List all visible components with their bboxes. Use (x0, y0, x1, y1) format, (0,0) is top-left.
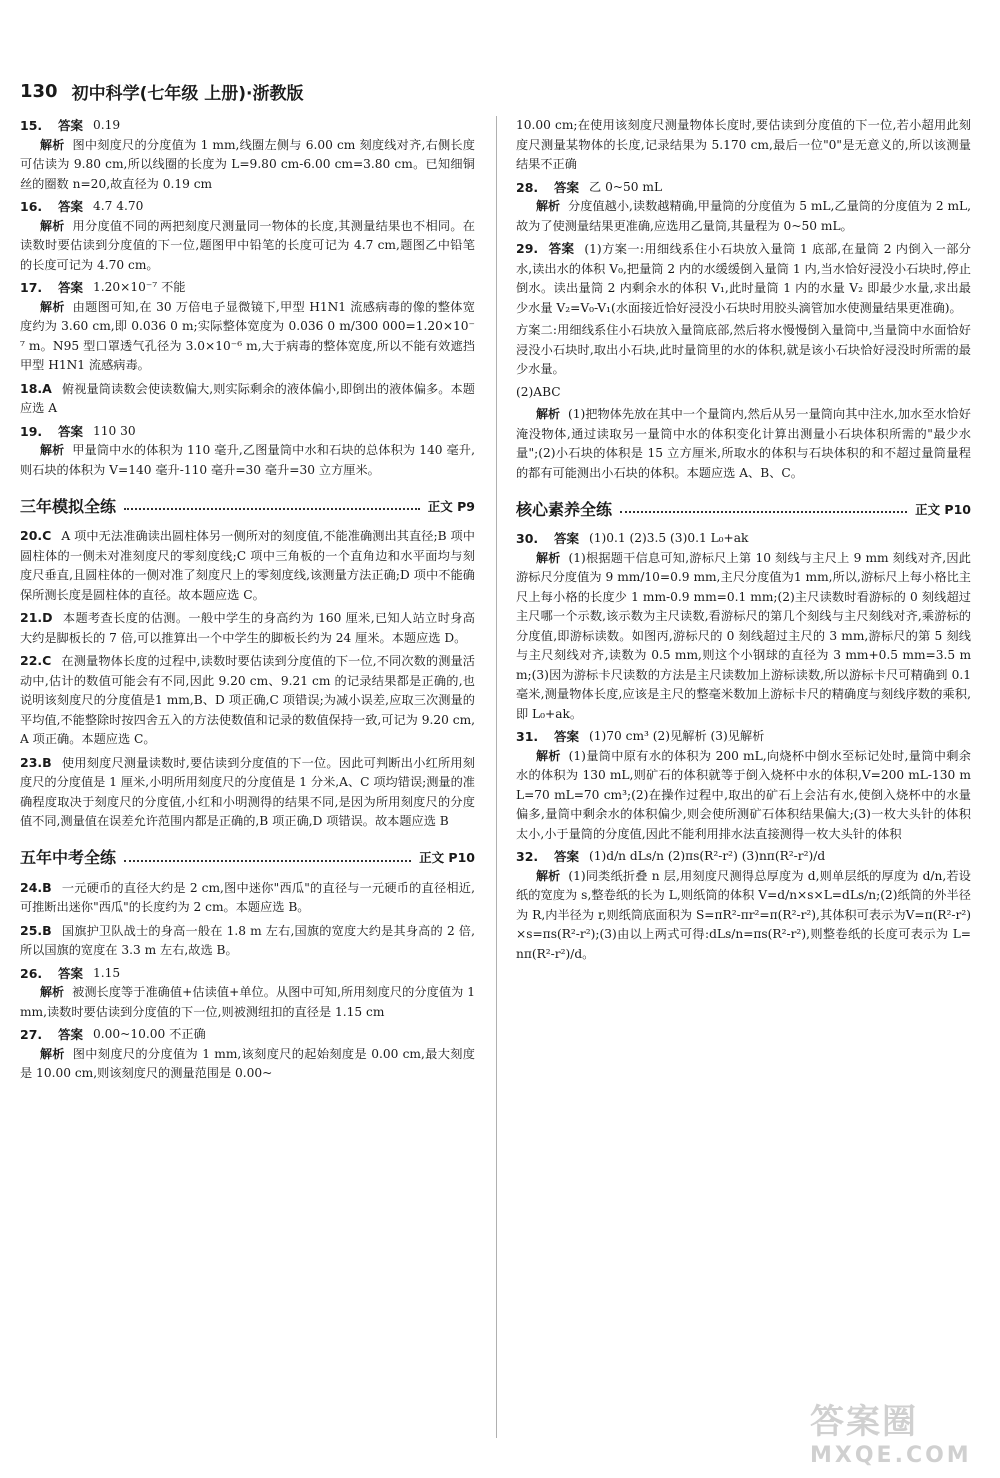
column-divider (496, 116, 497, 1438)
answer-entry (20, 197, 475, 275)
answer-line (20, 197, 475, 217)
answer-entry (516, 847, 971, 964)
analysis-text (20, 441, 475, 480)
answer-entry (516, 727, 971, 844)
answer-tag: 答案 (58, 965, 84, 981)
answer-tag: 答案 (58, 280, 84, 295)
section-page-ref: 正文 P9 (427, 498, 475, 514)
analysis-text (20, 983, 475, 1022)
answer-text (20, 379, 475, 419)
analysis-label: 解析 (536, 199, 561, 213)
watermark-domain: MXQE.COM (810, 1443, 972, 1468)
answer-text (516, 239, 971, 318)
answer-text (20, 608, 475, 648)
answer-value: 乙 0~50 mL (589, 179, 663, 194)
answer-entry (516, 383, 971, 403)
answer-entry (516, 178, 971, 237)
question-number: 27. (20, 1027, 43, 1042)
question-number: 17. (20, 280, 43, 295)
analysis-label: 解析 (40, 1046, 65, 1061)
section-title: 五年中考全练 (20, 848, 117, 867)
continuation-text: 10.00 cm;在使用该刻度尺测量物体长度时,要估读到分度值的下一位,若小超用此刻度尺测量某物体的长度,记录结果为 5.170 cm,最后一位"0"是无意义的,所以该测量结果不正确 (516, 118, 971, 171)
answer-value: 0.19 (93, 118, 121, 132)
answer-entry (20, 526, 475, 605)
answer-line (516, 847, 971, 867)
question-number: 20.C (20, 528, 52, 543)
answer-entry (20, 116, 475, 194)
question-number: 19. (20, 423, 43, 439)
answer-entry (20, 878, 475, 918)
answer-body: 使用刻度尺测量读数时,要估读到分度值的下一位。因此可判断出小红所用刻度尺的分度值是 1 厘米,小明所用刻度尺的分度值是 1 分米,A、C 项均错误;测量的准确程度取决于刻度尺的分度值,小红和小明测得的结果不同,是因为所用刻度尺的分度值不同,测量值在误差允许范围内都是正确的,B 项正确,D 项错误。故本题应选 B (20, 755, 475, 828)
question-number: 21.D (20, 610, 53, 625)
answer-body: 一元硬币的直径大约是 2 cm,图中迷你"西瓜"的直径与一元硬币的直径相近,可推断出迷你"西瓜"的长度约为 2 cm。本题应选 B。 (20, 880, 475, 914)
analysis-body: 图中刻度尺的分度值为 1 mm,该刻度尺的起始刻度是 0.00 cm,最大刻度是 10.00 cm,则该刻度尺的测量范围是 0.00~ (20, 1046, 475, 1080)
answer-tag: 答案 (554, 729, 580, 744)
watermark-text: 答案圈 (810, 1402, 918, 1442)
answer-line (516, 727, 971, 747)
analysis-text (516, 405, 971, 483)
question-number: 26. (20, 965, 43, 981)
section-header (516, 495, 971, 519)
answer-body: 俯视量筒读数会使读数偏大,则实际剩余的液体偏小,即倒出的液体偏多。本题应选 A (20, 381, 475, 415)
analysis-body: 用分度值不同的两把刻度尺测量同一物体的长度,其测量结果也不相同。在读数时要估读到分度值的下一位,题图甲中铅笔的长度可记为 4.7 cm,题图乙中铅笔的长度可记为 4.70 cm。 (20, 218, 475, 272)
analysis-label: 解析 (40, 218, 65, 233)
answer-value: 1.20×10⁻⁷ 不能 (93, 280, 186, 294)
answer-body: 在测量物体长度的过程中,读数时要估读到分度值的下一位,不同次数的测量活动中,估计的数值可能会有不同,因此 9.20 cm、9.21 cm 的记录结果都是正确的,也说明该刻度尺的分度值是1 mm,B、D 项正确,C 项错误;为减小误差,应取三次测量的平均值,不能整除时按四舍五入的方法使数值和记录的数值保持一致,可记为 9.20 cm,A 项正确。本题应选 C。 (20, 654, 475, 746)
answer-line (20, 1025, 475, 1045)
answer-value: 110 30 (93, 423, 136, 438)
answer-entry (20, 422, 475, 481)
analysis-label: 解析 (40, 299, 65, 314)
answer-line (516, 529, 971, 549)
analysis-label: 解析 (536, 868, 561, 883)
answer-entry (20, 921, 475, 961)
analysis-body: (1)量筒中原有水的体积为 200 mL,向烧杯中倒水至标记处时,量筒中剩余水的体积为 130 mL,则矿石的体积就等于倒入烧杯中水的体积,V=200 mL-130 mL=70 mL=70 cm³;(2)在操作过程中,取出的矿石上会沾有水,使倒入烧杯中的水量偏多,量筒中剩余水的体积偏少,则会使所测矿石体积结果偏大;(3)一枚大头针的体积太小,小于量筒的分度值,因此不能利用排水法直接测得一枚大头针的体积 (516, 748, 971, 841)
analysis-label: 解析 (536, 407, 561, 421)
question-number: 23.B (20, 754, 52, 770)
answer-line (20, 116, 475, 136)
section-page-ref: 正文 P10 (419, 850, 475, 865)
answer-entry (516, 321, 971, 380)
answer-line (20, 964, 475, 984)
analysis-text (516, 549, 971, 725)
answer-line (20, 422, 475, 442)
analysis-text (20, 136, 475, 195)
answer-text (20, 753, 475, 832)
analysis-text (516, 867, 971, 965)
answer-entry (20, 278, 475, 376)
answer-tag: 答案 (548, 241, 575, 256)
analysis-text (516, 747, 971, 845)
answer-value: (1)d/n dLs/n (2)πs(R²-r²) (3)nπ(R²-r²)/d (589, 849, 826, 863)
answer-entry (516, 239, 971, 318)
analysis-body: 图中刻度尺的分度值为 1 mm,线圈左侧与 6.00 cm 刻度线对齐,右侧长度可估读为 9.80 cm,所以线圈的长度为 L=9.80 cm-6.00 cm=3.80 cm。已知细铜丝的圈数 n=20,故直径为 0.19 cm (20, 137, 475, 191)
answer-body: (1)方案一:用细线系住小石块放入量筒 1 底部,在量筒 2 内倒入一部分水,读出水的体积 V₀,把量筒 2 内的水缓缓倒入量筒 1 内,当水恰好浸没小石块时,停止倒水。读出量筒 2 内剩余水的体积 V₁,此时量筒 1 内的水量 V₂ 即最少水量,求出最少水量 V₂=V₀-V₁(水面接近恰好浸没小石块时用胶头滴管加水使测量结果更准确)。 (516, 242, 971, 315)
question-number: 29. (516, 241, 539, 256)
analysis-body: 甲量筒中水的体积为 110 毫升,乙图量筒中水和石块的总体积为 140 毫升,则石块的体积为 V=140 毫升-110 毫升=30 毫升=30 立方厘米。 (20, 443, 475, 477)
answer-text (20, 526, 475, 605)
question-number: 30. (516, 531, 539, 546)
watermark-logo (810, 1394, 988, 1468)
answer-entry (20, 753, 475, 832)
question-number: 16. (20, 199, 43, 214)
question-number: 31. (516, 729, 539, 744)
answer-tag: 答案 (554, 849, 580, 864)
analysis-body: (1)把物体先放在其中一个量筒内,然后从另一量筒向其中注水,加水至水恰好淹没物体,通过读取另一量筒中水的体积变化计算出测量小石块体积所需的"最少水量";(2)小石块的体积是 15 立方厘米,所取水的体积与石块体积的和不超过量筒量程的都有可能测出小石块的体积。本题应选 A、B、C。 (516, 407, 971, 480)
analysis-body: 由题图可知,在 30 万倍电子显微镜下,甲型 H1N1 流感病毒的像的整体宽度约为 3.60 cm,即 0.036 0 m;实际整体宽度为 0.036 0 m/300 000=1.20×10⁻⁷ m。N95 型口罩透气孔径为 3.0×10⁻⁶ m,大于病毒的整体宽度,所以不能有效遮挡甲型 H1N1 流感病毒。 (20, 299, 475, 372)
section-header (20, 844, 475, 868)
question-number: 28. (516, 179, 539, 195)
answer-value: 4.7 4.70 (93, 199, 144, 213)
analysis-body: 被测长度等于准确值+估读值+单位。从图中可知,所用刻度尺的分度值为 1 mm,读数时要估读到分度值的下一位,则被测纽扣的直径是 1.15 cm (20, 985, 475, 1019)
question-number: 22.C (20, 653, 52, 668)
question-number: 32. (516, 849, 539, 864)
answer-line (516, 178, 971, 198)
answer-entry (516, 529, 971, 724)
section-title: 核心素养全练 (516, 499, 613, 519)
analysis-text (20, 217, 475, 276)
question-number: 24.B (20, 879, 52, 895)
answer-entry (516, 116, 971, 175)
section-rule (124, 860, 411, 862)
analysis-text (516, 197, 971, 236)
section-page-ref: 正文 P10 (915, 501, 971, 517)
answer-body: 本题考查长度的估测。一般中学生的身高约为 160 厘米,已知人站立时身高大约是脚板长的 7 倍,可以推算出一个中学生的脚板长约为 24 厘米。本题应选 D。 (20, 611, 475, 645)
analysis-label: 解析 (40, 443, 65, 457)
right-column (516, 116, 971, 1468)
answer-tag: 答案 (58, 1027, 84, 1042)
answer-entry (20, 379, 475, 419)
answer-entry (20, 964, 475, 1023)
section-rule (620, 511, 907, 513)
answer-body: A 项中无法准确读出圆柱体另一侧所对的刻度值,不能准确测出其直径;B 项中圆柱体的一侧未对准刻度尺的零刻度线;C 项中三角板的一个直角边和水平面均与刻度尺垂直,且圆柱体的一侧对准了刻度尺上的零刻度线,该测量方法正确;D 项中不能确保所测长度是圆柱体的直径。故本题应选 C。 (20, 529, 475, 602)
question-number: 15. (20, 118, 43, 133)
answer-entry (20, 608, 475, 648)
answer-tag: 答案 (58, 423, 84, 439)
analysis-text (20, 1045, 475, 1084)
question-number: 25.B (20, 922, 52, 938)
answer-entry (20, 1025, 475, 1084)
answer-tag: 答案 (58, 199, 84, 214)
answer-entry (20, 651, 475, 750)
answer-value: 0.00~10.00 不正确 (93, 1027, 206, 1041)
answer-text (20, 878, 475, 918)
section-rule (124, 508, 420, 510)
answer-line (20, 278, 475, 298)
answer-body: 国旗护卫队战士的身高一般在 1.8 m 左右,国旗的宽度大约是其身高的 2 倍,所以国旗的宽度在 3.3 m 左右,故选 B。 (20, 923, 475, 957)
answer-value: 1.15 (93, 965, 121, 980)
analysis-label: 解析 (536, 748, 561, 763)
answer-value: (1)0.1 (2)3.5 (3)0.1 L₀+ak (589, 531, 749, 545)
answer-value: (1)70 cm³ (2)见解析 (3)见解析 (589, 729, 765, 743)
answer-entry (516, 405, 971, 483)
question-number: 18.A (20, 380, 52, 396)
answer-tag: 答案 (554, 179, 580, 195)
analysis-body: (1)同类纸折叠 n 层,用刻度尺测得总厚度为 d,则单层纸的厚度为 d/n,若设纸的宽度为 s,整卷纸的长为 L,则纸筒的体积 V=d/n×s×L=dLs/n;(2)纸筒的外半径为 R,内半径为 r,则纸筒底面积为 S=πR²-πr²=π(R²-r²),其体积可表示为V=π(R²-r²)×s=πs(R²-r²);(3)由以上两式可得:dLs/n=πs(R²-r²),则整卷纸的长度可表示为 L=nπ(R²-r²)/d。 (516, 868, 971, 961)
continuation-text: 方案二:用细线系住小石块放入量筒底部,然后将水慢慢倒入量筒中,当量筒中水面恰好浸没小石块时,取出小石块,此时量筒里的水的体积,就是该小石块恰好浸没时所需的最少水量。 (516, 323, 971, 376)
analysis-label: 解析 (536, 550, 561, 565)
analysis-body: (1)根据题干信息可知,游标尺上第 10 刻线与主尺上 9 mm 刻线对齐,因此游标尺分度值为 9 mm/10=0.9 mm,主尺分度值为1 mm,所以,游标尺上每小格比主尺上每小格的长度少 1 mm-0.9 mm=0.1 mm;(2)主尺读数时看游标的 0 刻线超过主尺哪一个示数,该示数为主尺读数,看游标尺的第几个刻线与主尺刻线对齐,乘游标的分度值,即游标读数。如图丙,游标尺的 0 刻线超过主尺的 3 mm,游标尺的第 5 刻线与主尺刻线对齐,读数为 0.5 mm,则这个小钢球的直径为 3 mm+0.5 mm=3.5 mm;(3)因为游标卡尺读数的方法是主尺读数加上游标读数,所以游标卡尺可精确到 0.1 毫米,测量物体长度,应该是主尺的整毫米数加上游标卡尺的精确度与刻线序数的乘积,即 L₀+ak。 (516, 550, 971, 721)
page-header (20, 74, 304, 108)
analysis-label: 解析 (40, 137, 65, 152)
section-title: 三年模拟全练 (20, 496, 117, 516)
section-header (20, 492, 475, 516)
analysis-body: 分度值越小,读数越精确,甲量筒的分度值为 5 mL,乙量筒的分度值为 2 mL,故为了使测量结果更准确,应选用乙量筒,其量程为 0~50 mL。 (516, 199, 971, 233)
analysis-text (20, 298, 475, 376)
answer-tag: 答案 (58, 118, 84, 133)
continuation-text: (2)ABC (516, 384, 561, 399)
analysis-label: 解析 (40, 985, 65, 999)
page-number: 130 (20, 80, 58, 102)
book-title: 初中科学(七年级 上册)·浙教版 (71, 83, 304, 104)
answer-text (20, 651, 475, 750)
answer-text (20, 921, 475, 961)
left-column (20, 116, 475, 1468)
answer-tag: 答案 (554, 531, 580, 546)
